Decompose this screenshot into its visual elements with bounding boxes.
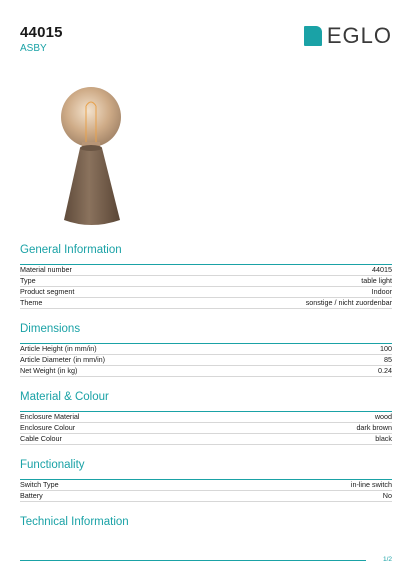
row-value: table light [361, 276, 392, 285]
row-value: black [375, 434, 392, 443]
table-row [20, 423, 392, 434]
logo-text: EGLO [326, 23, 392, 48]
document-header [20, 24, 63, 54]
row-label: Enclosure Colour [20, 423, 76, 432]
table-row [20, 287, 392, 298]
row-label: Battery [20, 491, 43, 500]
row-label: Material number [20, 265, 72, 274]
footer-rule [20, 560, 366, 561]
row-label: Enclosure Material [20, 412, 80, 421]
page-number: 1/2 [382, 556, 392, 563]
dimensions-title: Dimensions [20, 323, 81, 335]
table-row [20, 491, 392, 502]
functionality-section [20, 459, 392, 502]
row-label: Theme [20, 298, 43, 307]
technical-information-section [20, 516, 392, 536]
general-information-section [20, 244, 392, 309]
table-row [20, 344, 392, 355]
dimensions-section [20, 323, 392, 377]
table-row [20, 265, 392, 276]
material-colour-title: Material & Colour [20, 391, 109, 403]
table-row [20, 276, 392, 287]
table-row [20, 366, 392, 377]
row-value: in-line switch [350, 480, 392, 489]
table-row [20, 480, 392, 491]
technical-information-title: Technical Information [20, 516, 129, 528]
row-label: Product segment [20, 287, 75, 296]
table-row [20, 434, 392, 445]
functionality-title: Functionality [20, 459, 85, 471]
row-value: No [382, 491, 392, 500]
row-value: 44015 [372, 265, 392, 274]
logo-mark-icon [304, 26, 322, 46]
row-label: Type [20, 276, 36, 285]
table-row [20, 355, 392, 366]
row-label: Cable Colour [20, 434, 62, 443]
table-row [20, 412, 392, 423]
article-number: 44015 [20, 24, 63, 41]
eglo-logo [304, 23, 392, 48]
row-value: Indoor [371, 287, 392, 296]
lamp-base [64, 148, 120, 225]
row-label: Article Diameter (in mm/in) [20, 355, 106, 364]
product-image [58, 84, 140, 234]
row-value: wood [374, 412, 392, 421]
row-label: Net Weight (in kg) [20, 366, 78, 375]
row-value: dark brown [356, 423, 392, 432]
bulb-glass [61, 87, 121, 147]
row-label: Article Height (in mm/in) [20, 344, 97, 353]
lamp-base-top [80, 145, 102, 151]
row-value: sonstige / nicht zuordenbar [305, 298, 392, 307]
row-value: 0.24 [378, 366, 392, 375]
table-row [20, 298, 392, 309]
general-information-title: General Information [20, 244, 122, 256]
article-name: ASBY [20, 43, 47, 54]
material-colour-section [20, 391, 392, 445]
row-label: Switch Type [20, 480, 59, 489]
row-value: 85 [384, 355, 392, 364]
row-value: 100 [380, 344, 392, 353]
